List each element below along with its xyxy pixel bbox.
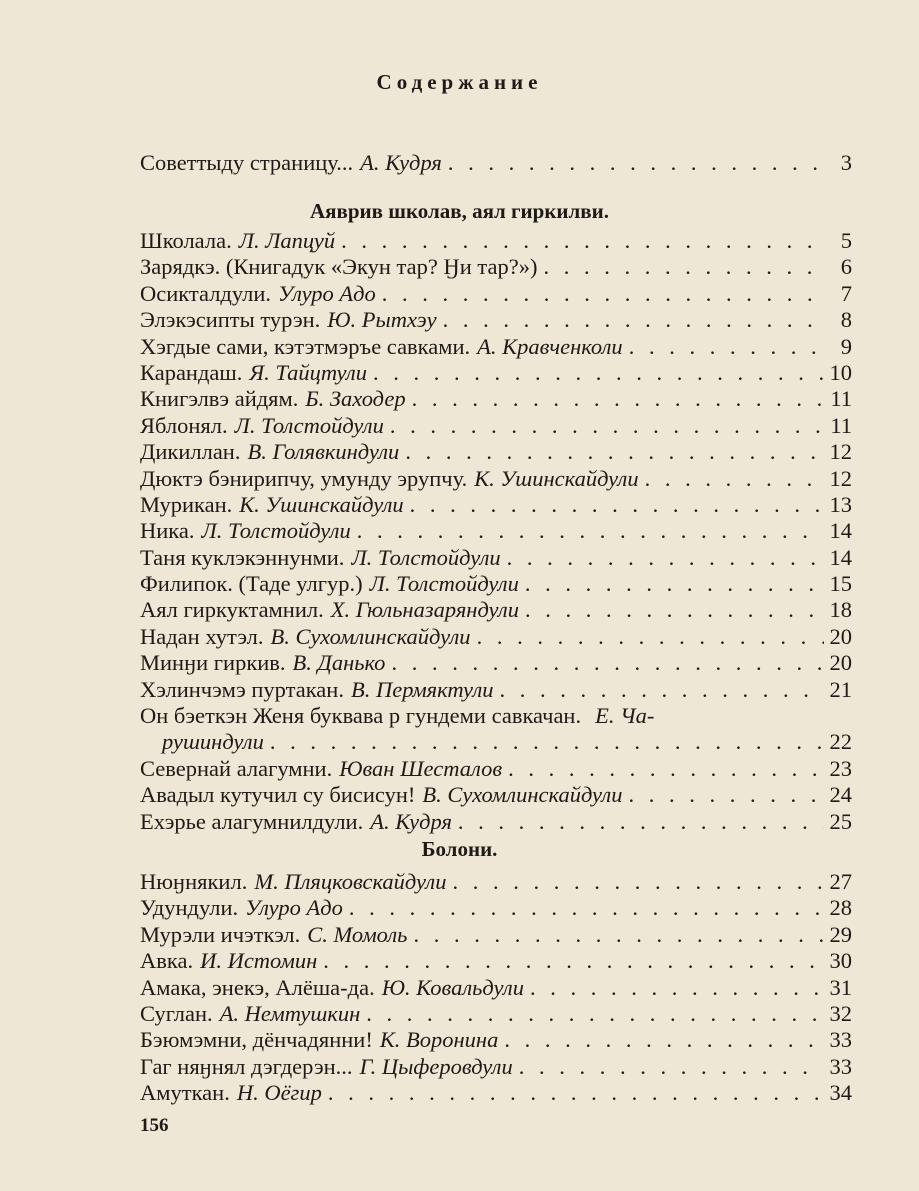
toc-entry bbox=[140, 869, 852, 895]
entry-title: Зарядкэ. (Книгадук «Экун тар? Ӈи тар?») bbox=[140, 254, 538, 280]
entry-page: 11 bbox=[830, 386, 852, 412]
entry-page: 12 bbox=[829, 465, 852, 491]
entry-page: 12 bbox=[829, 439, 852, 465]
toc-entry bbox=[140, 466, 852, 492]
entry-page: 20 bbox=[829, 650, 852, 676]
entry-author: Улуро Адо bbox=[278, 280, 376, 306]
toc-entry bbox=[140, 413, 852, 439]
entry-author: Л. Толстойдули bbox=[369, 571, 519, 597]
toc-entry bbox=[140, 228, 852, 254]
dot-leader bbox=[519, 1054, 824, 1080]
entry-page: 11 bbox=[830, 412, 852, 438]
entry-title: Хэлинчэмэ пуртакан. bbox=[140, 676, 344, 702]
dot-leader bbox=[366, 1001, 824, 1027]
toc-entry bbox=[140, 895, 852, 921]
toc-entry bbox=[140, 360, 852, 386]
entry-author: В. Пермяктули bbox=[350, 676, 494, 702]
entry-title: Яблонял. bbox=[140, 412, 228, 438]
dot-leader bbox=[629, 334, 824, 360]
dot-leader bbox=[507, 545, 824, 571]
entry-title: Ника. bbox=[140, 518, 195, 544]
entry-author-continuation: рушиндули bbox=[162, 729, 264, 755]
entry-title: Амуткан. bbox=[140, 1080, 230, 1106]
toc-entry bbox=[140, 922, 852, 948]
entry-author: Л. Лапцуй bbox=[238, 228, 336, 253]
entry-author: М. Пляцковскайдули bbox=[254, 869, 447, 894]
toc-entry bbox=[140, 1027, 852, 1053]
entry-title: Минӈи гиркив. bbox=[140, 650, 286, 676]
entry-title: Элэкэсипты турэн. bbox=[140, 307, 321, 333]
entry-page: 21 bbox=[829, 676, 852, 702]
dot-leader bbox=[390, 413, 824, 439]
entry-title: Филипок. (Таде улгур.) bbox=[140, 571, 363, 597]
entry-author: В. Сухомлинскайдули bbox=[422, 782, 623, 808]
entry-page: 33 bbox=[829, 1053, 852, 1079]
dot-leader bbox=[452, 869, 824, 895]
toc-entry bbox=[140, 809, 852, 835]
entry-title: Амака, энекэ, Алёша-да. bbox=[140, 974, 375, 1000]
dot-leader bbox=[382, 281, 824, 307]
entry-title: Суглан. bbox=[140, 1000, 213, 1026]
entry-page: 6 bbox=[840, 254, 852, 280]
entry-author: Б. Заходер bbox=[305, 386, 406, 412]
entry-title: Аял гиркуктамнил. bbox=[140, 597, 324, 623]
entry-title: Книгэлвэ айдям. bbox=[140, 386, 299, 412]
entry-page: 13 bbox=[829, 491, 852, 517]
entry-title: Мурэли ичэткэл. bbox=[140, 921, 301, 947]
toc-entry bbox=[140, 624, 852, 650]
entry-page: 34 bbox=[829, 1080, 852, 1106]
toc-section-2 bbox=[140, 869, 852, 1107]
entry-author: А. Кудря bbox=[360, 150, 442, 175]
entry-title: Гаг няӈнял дэгдерэн... bbox=[140, 1053, 353, 1079]
entry-author: И. Истомин bbox=[200, 948, 318, 974]
dot-leader bbox=[349, 895, 824, 921]
entry-title: Дикиллан. bbox=[140, 439, 241, 465]
entry-title: Советтыду страницу... bbox=[140, 150, 354, 175]
entry-page: 10 bbox=[829, 359, 852, 385]
entry-title: Школала. bbox=[140, 228, 232, 253]
entry-title: Удундули. bbox=[140, 895, 239, 921]
entry-author: Юван Шесталов bbox=[339, 755, 503, 781]
entry-author: Улуро Адо bbox=[245, 895, 343, 921]
toc-entry bbox=[140, 254, 852, 280]
entry-page: 31 bbox=[829, 974, 852, 1000]
toc-intro bbox=[140, 150, 852, 176]
dot-leader bbox=[270, 729, 824, 755]
entry-title: Нюӈнякил. bbox=[140, 869, 248, 894]
toc-entry bbox=[140, 597, 852, 623]
toc-entry-continuation bbox=[140, 729, 852, 755]
entry-title: Ехэрье алагумнилдули. bbox=[140, 808, 364, 834]
toc-entry bbox=[140, 386, 852, 412]
entry-page: 8 bbox=[840, 307, 852, 333]
entry-author: Л. Толстойдули bbox=[234, 412, 384, 438]
toc-entry bbox=[140, 334, 852, 360]
toc-entry bbox=[140, 518, 852, 544]
entry-page: 14 bbox=[829, 544, 852, 570]
entry-page: 29 bbox=[829, 921, 852, 947]
entry-page: 30 bbox=[829, 948, 852, 974]
entry-page: 5 bbox=[840, 228, 852, 253]
toc-entry bbox=[140, 948, 852, 974]
entry-author: В. Данько bbox=[292, 650, 386, 676]
entry-page: 28 bbox=[829, 895, 852, 921]
entry-author: Ю. Рытхэу bbox=[327, 307, 437, 333]
section-heading: Болони. bbox=[421, 837, 498, 861]
entry-author: Ю. Ковальдули bbox=[381, 974, 524, 1000]
dot-leader bbox=[323, 948, 824, 974]
dot-leader bbox=[341, 228, 824, 254]
entry-title: Севернай алагумни. bbox=[140, 755, 333, 781]
toc-entry bbox=[140, 492, 852, 518]
toc-entry bbox=[140, 1080, 852, 1106]
dot-leader bbox=[543, 254, 824, 280]
entry-author: Я. Тайцтули bbox=[249, 359, 367, 385]
toc-entry bbox=[140, 150, 852, 176]
dot-leader bbox=[645, 466, 824, 492]
entry-title: Авка. bbox=[140, 948, 194, 974]
toc-entry bbox=[140, 677, 852, 703]
dot-leader bbox=[448, 150, 824, 176]
entry-author: А. Кудря bbox=[370, 808, 452, 834]
dot-leader bbox=[628, 782, 824, 808]
entry-page: 3 bbox=[840, 150, 852, 175]
dot-leader bbox=[328, 1080, 824, 1106]
entry-title: Осикталдули. bbox=[140, 280, 272, 306]
dot-leader bbox=[405, 439, 824, 465]
dot-leader bbox=[530, 975, 824, 1001]
dot-leader bbox=[443, 307, 824, 333]
entry-author: К. Воронина bbox=[379, 1027, 499, 1053]
dot-leader bbox=[391, 650, 824, 676]
dot-leader bbox=[525, 597, 824, 623]
dot-leader bbox=[410, 492, 824, 518]
entry-title: Мурикан. bbox=[140, 491, 233, 517]
entry-author: Н. Оёгир bbox=[236, 1080, 322, 1106]
entry-page: 20 bbox=[829, 623, 852, 649]
entry-page: 32 bbox=[829, 1000, 852, 1026]
dot-leader bbox=[477, 624, 824, 650]
dot-leader bbox=[508, 756, 824, 782]
page-title: Содержание bbox=[376, 70, 543, 94]
entry-page: 22 bbox=[829, 729, 852, 755]
page-number: 156 bbox=[140, 1115, 169, 1136]
entry-page: 9 bbox=[840, 333, 852, 359]
entry-author: Л. Толстойдули bbox=[351, 544, 501, 570]
toc-entry bbox=[140, 571, 852, 597]
entry-page: 25 bbox=[829, 808, 852, 834]
entry-page: 24 bbox=[829, 782, 852, 808]
dot-leader bbox=[412, 386, 824, 412]
dot-leader bbox=[458, 809, 824, 835]
entry-author: Х. Гюльназаряндули bbox=[330, 597, 519, 623]
entry-page: 15 bbox=[829, 571, 852, 597]
entry-title: Он бэеткэн Женя буквава р гундеми савкачан. bbox=[140, 703, 582, 729]
toc-entry bbox=[140, 703, 852, 729]
dot-leader bbox=[525, 571, 824, 597]
entry-title: Таня куклэкэннунми. bbox=[140, 544, 345, 570]
dot-leader bbox=[373, 360, 824, 386]
entry-title: Карандаш. bbox=[140, 359, 243, 385]
entry-page: 23 bbox=[829, 755, 852, 781]
entry-author: К. Ушинскайдули bbox=[474, 465, 639, 491]
toc-entry bbox=[140, 281, 852, 307]
toc-entry bbox=[140, 975, 852, 1001]
toc-entry bbox=[140, 782, 852, 808]
entry-author: Е. Ча- bbox=[595, 703, 655, 729]
entry-author: А. Кравченколи bbox=[477, 333, 623, 359]
entry-author: Г. Цыферовдули bbox=[359, 1053, 513, 1079]
toc-entry bbox=[140, 545, 852, 571]
toc-section-1 bbox=[140, 228, 852, 835]
entry-author: С. Момоль bbox=[307, 921, 408, 947]
entry-author: Л. Толстойдули bbox=[201, 518, 351, 544]
entry-title: Хэгдые сами, кэтэтмэръе савками. bbox=[140, 333, 471, 359]
entry-author: К. Ушинскайдули bbox=[239, 491, 404, 517]
entry-page: 7 bbox=[840, 280, 852, 306]
toc-entry bbox=[140, 1001, 852, 1027]
entry-title: Бэюмэмни, дёнчадянни! bbox=[140, 1027, 373, 1053]
toc-entry bbox=[140, 756, 852, 782]
entry-title: Надан хутэл. bbox=[140, 623, 264, 649]
dot-leader bbox=[504, 1027, 824, 1053]
entry-page: 27 bbox=[829, 869, 852, 894]
dot-leader bbox=[357, 518, 824, 544]
entry-page: 33 bbox=[829, 1027, 852, 1053]
entry-page: 14 bbox=[829, 518, 852, 544]
entry-page: 18 bbox=[829, 597, 852, 623]
dot-leader bbox=[500, 677, 824, 703]
toc-entry bbox=[140, 307, 852, 333]
entry-author: В. Голявкиндули bbox=[247, 439, 400, 465]
toc-entry bbox=[140, 650, 852, 676]
section-heading: Аяврив школав, аял гиркилви. bbox=[309, 199, 609, 223]
entry-author: В. Сухомлинскайдули bbox=[270, 623, 471, 649]
toc-entry bbox=[140, 439, 852, 465]
entry-author: А. Немтушкин bbox=[219, 1000, 361, 1026]
dot-leader bbox=[413, 922, 824, 948]
entry-title: Авадыл кутучил су бисисун! bbox=[140, 782, 416, 808]
entry-title: Дюктэ бэнирипчу, умунду эрупчу. bbox=[140, 465, 468, 491]
toc-entry bbox=[140, 1054, 852, 1080]
